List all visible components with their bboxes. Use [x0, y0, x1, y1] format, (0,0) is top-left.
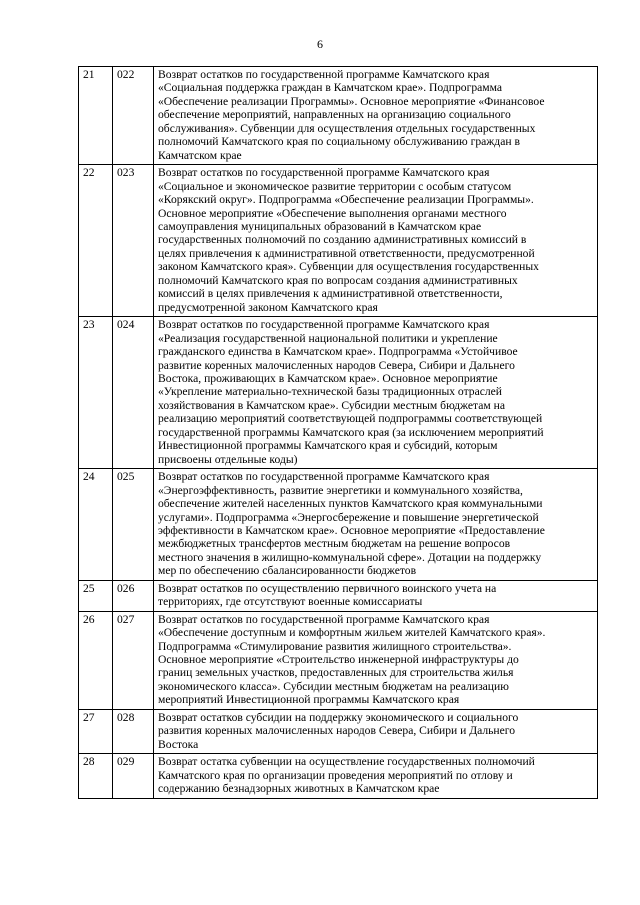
row-number: 27	[79, 709, 113, 753]
description-line: Возврат остатков по осуществлению первичного воинского учета на	[158, 581, 497, 595]
row-description	[154, 469, 598, 581]
description-line: государственных полномочий по созданию административных комиссий в	[158, 233, 527, 247]
description-line: гражданского единства в Камчатском крае». Подпрограмма «Устойчивое	[158, 345, 518, 359]
description-line: межбюджетных трансфертов местным бюджетам на решение вопросов	[158, 537, 511, 551]
row-description	[154, 754, 598, 798]
description-line: Основное мероприятие «Строительство инженерной инфраструктуры до	[158, 653, 519, 667]
row-code: 024	[113, 317, 154, 469]
description-line: Возврат остатков по государственной программе Камчатского края	[158, 612, 490, 626]
description-line: Камчатском крае	[158, 148, 242, 162]
row-description	[154, 165, 598, 317]
description-line: Камчатского края по организации проведения мероприятий по отлову и	[158, 768, 513, 782]
description-line: предусмотренной законом Камчатского края	[158, 300, 378, 314]
description-line: «Энергоэффективность, развитие энергетики и коммунального хозяйства,	[158, 483, 523, 497]
description-line: территориях, где отсутствуют военные комиссариаты	[158, 595, 423, 609]
description-line: обеспечение мероприятий, направленных на организацию социального	[158, 108, 511, 122]
row-code: 022	[113, 67, 154, 165]
description-line: «Корякский округ». Подпрограмма «Обеспечение реализации Программы».	[158, 193, 534, 207]
description-line: целях привлечения к административной ответственности, предусмотренной	[158, 246, 535, 260]
row-description	[154, 709, 598, 753]
row-code: 025	[113, 469, 154, 581]
row-number: 28	[79, 754, 113, 798]
description-line: Востока	[158, 737, 199, 751]
description-line: законом Камчатского края». Субвенции для осуществления государственных	[158, 260, 539, 274]
description-line: Возврат остатков по государственной программе Камчатского края	[158, 318, 490, 332]
description-line: содержанию безнадзорных животных в Камчатском крае	[158, 782, 440, 796]
description-line: эффективности в Камчатском крае». Основное мероприятие «Предоставление	[158, 523, 545, 537]
description-line: присвоены отдельные коды)	[158, 452, 298, 466]
description-line: «Социальное и экономическое развитие территории с особым статусом	[158, 179, 512, 193]
table-row	[79, 580, 598, 611]
row-description	[154, 611, 598, 709]
row-description	[154, 580, 598, 611]
row-number: 23	[79, 317, 113, 469]
table-row	[79, 67, 598, 165]
description-line: услугами». Подпрограмма «Энергосбережение и повышение энергетической	[158, 510, 539, 524]
description-line: хозяйствования в Камчатском крае». Субсидии местным бюджетам на	[158, 398, 505, 412]
description-line: обеспечение жителей населенных пунктов Камчатского края коммунальными	[158, 497, 543, 511]
description-line: комиссий в целях привлечения к административной ответственности,	[158, 287, 503, 301]
description-line: мер по обеспечению сбалансированности бюджетов	[158, 564, 417, 578]
table-row	[79, 709, 598, 753]
description-line: развития коренных малочисленных народов Севера, Сибири и Дальнего	[158, 724, 516, 738]
table-row	[79, 469, 598, 581]
description-line: Возврат остатков субсидии на поддержку экономического и социального	[158, 710, 519, 724]
description-line: местного значения в жилищно-коммунальной сфере». Дотации на поддержку	[158, 550, 542, 564]
description-line: полномочий Камчатского края по вопросам создания административных	[158, 273, 518, 287]
description-line: самоуправления муниципальных образований в Камчатском крае	[158, 219, 482, 233]
description-line: границ земельных участков, предоставленных для строительства жилья	[158, 666, 514, 680]
row-code: 029	[113, 754, 154, 798]
description-line: мероприятий Инвестиционной программы Камчатского края	[158, 693, 460, 707]
row-number: 25	[79, 580, 113, 611]
description-line: Возврат остатков по государственной программе Камчатского края	[158, 470, 490, 484]
table-row	[79, 165, 598, 317]
description-line: «Социальная поддержка граждан в Камчатском крае». Подпрограмма	[158, 81, 503, 95]
description-line: Возврат остатков по государственной программе Камчатского края	[158, 68, 490, 81]
table-row	[79, 754, 598, 798]
row-number: 24	[79, 469, 113, 581]
description-line: обслуживания». Субвенции для осуществления отдельных государственных	[158, 121, 536, 135]
row-code: 027	[113, 611, 154, 709]
description-line: экономического класса». Субсидии местным бюджетам на реализацию	[158, 679, 509, 693]
description-line: Возврат остатка субвенции на осуществление государственных полномочий	[158, 755, 535, 769]
row-code: 023	[113, 165, 154, 317]
row-number: 26	[79, 611, 113, 709]
table-row	[79, 611, 598, 709]
description-line: «Обеспечение реализации Программы». Основное мероприятие «Финансовое	[158, 94, 545, 108]
description-line: «Укрепление материально-технической базы традиционных отраслей	[158, 385, 503, 399]
table-body	[79, 67, 598, 799]
row-code: 028	[113, 709, 154, 753]
row-description	[154, 317, 598, 469]
row-number: 21	[79, 67, 113, 165]
description-line: Возврат остатков по государственной программе Камчатского края	[158, 166, 490, 180]
row-number: 22	[79, 165, 113, 317]
row-code: 026	[113, 580, 154, 611]
budget-table	[78, 66, 598, 799]
page-number: 6	[317, 37, 323, 51]
description-line: развитие коренных малочисленных народов Севера, Сибири и Дальнего	[158, 358, 515, 372]
description-line: Основное мероприятие «Обеспечение выполнения органами местного	[158, 206, 507, 220]
table-row	[79, 317, 598, 469]
description-line: полномочий Камчатского края по социальному обслуживанию граждан в	[158, 135, 520, 149]
row-description	[154, 67, 598, 165]
description-line: реализацию мероприятий соответствующей подпрограммы соответствующей	[158, 412, 543, 426]
description-line: Подпрограмма «Стимулирование развития жилищного строительства».	[158, 639, 512, 653]
description-line: государственной программы Камчатского края (за исключением мероприятий	[158, 425, 544, 439]
description-line: Инвестиционной программы Камчатского края и субсидий, которым	[158, 439, 498, 453]
description-line: Востока, проживающих в Камчатском крае». Основное мероприятие	[158, 371, 498, 385]
description-line: «Обеспечение доступным и комфортным жильем жителей Камчатского края».	[158, 626, 546, 640]
description-line: «Реализация государственной национальной политики и укрепление	[158, 331, 498, 345]
